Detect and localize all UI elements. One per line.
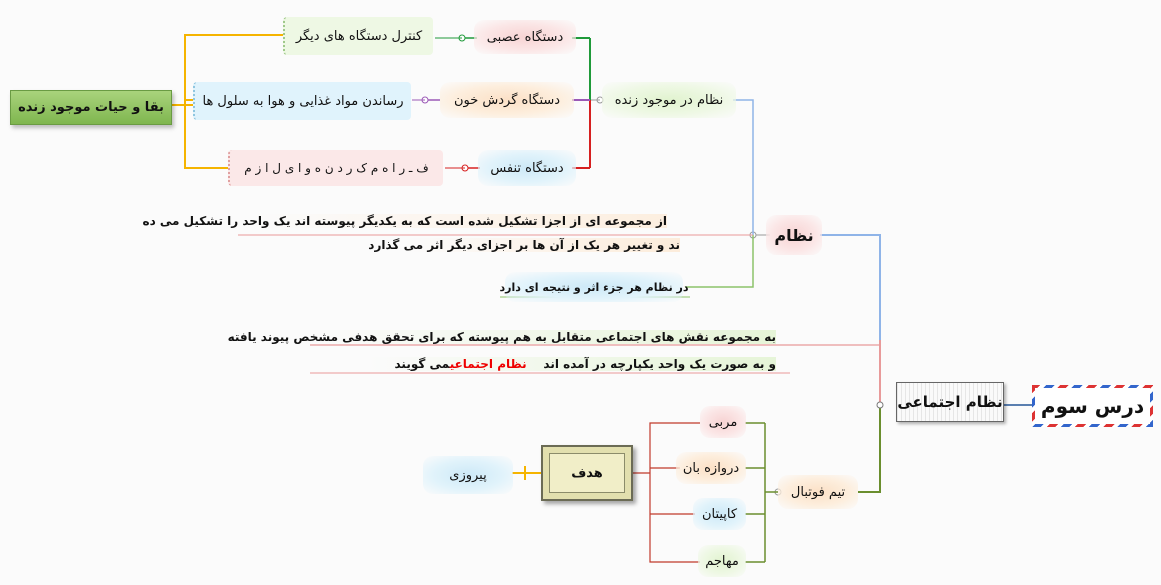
node-football-team-label: تیم فوتبال [790,484,846,500]
social-definition-line1: به مجموعه نقش های اجتماعی متقابل به هم پیوسته که برای تحقق هدفی مشخص پیوند یافته [227,330,776,344]
node-survival[interactable] [10,90,172,125]
node-control-function[interactable] [283,17,433,55]
node-goalkeeper-label: دروازه بان [682,460,740,476]
social-definition-part1: و به صورت یک واحد یکپارچه در آمده اند [543,357,776,371]
node-striker-label: مهاجم [705,553,739,569]
nezam-definition-line2: ند و تغییر هر یک از آن ها بر اجزای دیگر اثر می گذارد [368,238,680,252]
node-nutrients-function-label: رساندن مواد غذایی و هوا به سلول ها [202,93,404,109]
node-circulatory-system[interactable] [440,82,574,118]
node-goal-label: هدف [571,465,603,481]
node-nezam-label: نظام [774,225,814,245]
node-control-function-label: کنترل دستگاه های دیگر [295,28,423,44]
social-definition-line2 [368,357,776,371]
node-nutrients-function[interactable] [193,82,411,120]
node-survival-label: بقا و حیات موجود زنده [18,100,164,115]
node-striker[interactable] [698,545,746,577]
root-topic[interactable] [1032,385,1153,427]
node-nervous-system[interactable] [474,20,576,54]
node-captain-label: کاپیتان [701,506,738,522]
node-goalkeeper[interactable] [676,452,746,484]
root-topic-label: درس سوم [1040,394,1145,418]
node-nervous-system-label: دستگاه عصبی [486,29,564,45]
node-air-function-label: ف ـ ر ا ه م ک ر د ن ه و ا ی ل ا ز م [244,161,429,175]
node-victory[interactable] [423,456,513,494]
node-respiratory-system[interactable] [478,150,576,186]
node-captain[interactable] [693,498,746,530]
node-nezam[interactable] [766,215,822,255]
node-each-part[interactable] [499,272,689,302]
node-coach-label: مربی [708,414,738,430]
social-system-term: نظام اجتماعی [449,357,527,371]
node-respiratory-system-label: دستگاه تنفس [490,160,564,176]
node-goal[interactable] [541,445,633,501]
main-topic-label: نظام اجتماعی [897,393,1003,411]
main-topic[interactable] [896,382,1004,422]
node-football-team[interactable] [778,475,858,509]
node-circulatory-system-label: دستگاه گردش خون [453,92,561,108]
social-definition-part2: می گویند [394,357,450,371]
node-living-system[interactable] [602,82,736,118]
nezam-definition-line1: از مجموعه ای از اجزا تشکیل شده است که به یکدیگر پیوسته اند یک واحد را تشکیل می ده [142,214,667,228]
node-air-function[interactable] [228,150,443,186]
node-coach[interactable] [700,406,746,438]
node-living-system-label: نظام در موجود زنده [614,92,724,108]
node-victory-label: پیروزی [449,467,487,483]
node-each-part-label: در نظام هر جزء اثر و نتیجه ای دارد [499,280,689,294]
